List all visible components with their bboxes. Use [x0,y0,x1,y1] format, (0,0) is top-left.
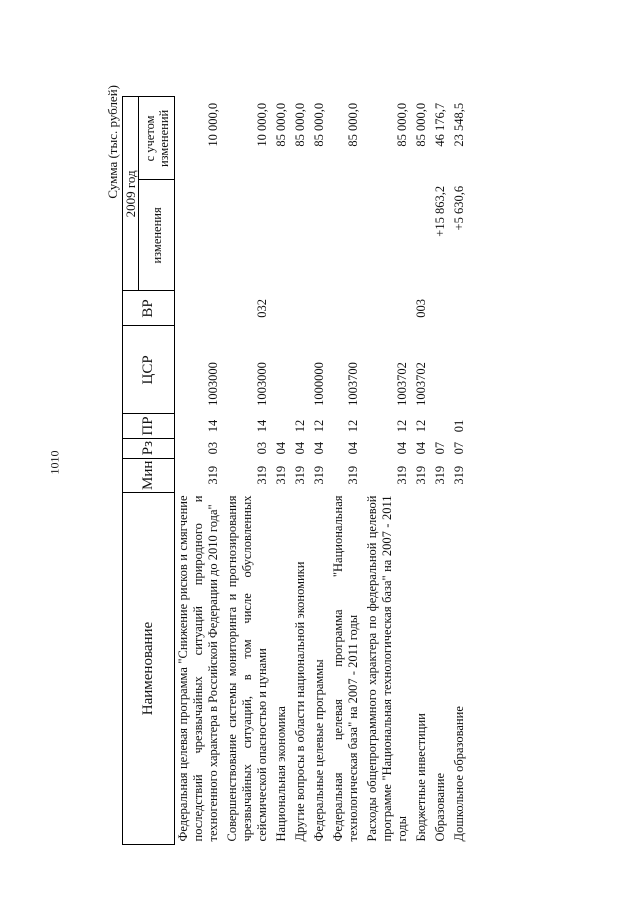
row-vr [292,291,311,326]
header-csr: ЦСР [123,326,175,414]
row-change [364,180,413,291]
row-csr: 1003000 [206,362,220,406]
row-vr: 003 [414,299,428,318]
row-pr: 12 [346,419,360,433]
header-changes: изменения [139,180,175,291]
row-name: Расходы общепрограммного характера по федеральной целевой программе "Национальная технологическая база" на 2007 - 2011 годы [365,495,409,842]
row-csr [432,326,451,414]
row-vr [273,291,292,326]
row-change [292,180,311,291]
row-rz: 03 [206,441,220,455]
row-total: 10 000,0 [255,102,269,147]
header-name: Наименование [123,493,175,845]
row-name: Федеральная целевая программа "Снижение рисков и смягчение последствий чрезвычайных ситуаций природного и техногенного характера в Российской Федерации до 2010 года" [176,495,220,842]
row-total: 85 000,0 [293,102,307,147]
row-name: Образование [433,772,447,842]
row-min: 319 [206,465,220,485]
header-min: Мин [123,458,175,492]
header-year: 2009 год [123,97,139,291]
row-change [273,180,292,291]
row-rz: 04 [312,441,326,455]
row-rz: 04 [293,441,307,455]
row-total: 85 000,0 [346,102,360,147]
row-rz: 07 [433,441,447,455]
row-csr [451,326,470,414]
row-name: Федеральная целевая программа "Национальная технологическая база" на 2007 - 2011 годы [331,495,360,842]
row-csr: 1003000 [255,362,269,406]
row-change: +5 630,6 [452,185,466,231]
row-name: Бюджетные инвестиции [414,713,428,842]
row-vr [311,291,330,326]
row-change: +15 863,2 [433,185,447,237]
row-total: 23 548,5 [452,102,466,147]
row-min: 319 [312,465,326,485]
row-rz: 03 [255,441,269,455]
row-total: 85 000,0 [274,102,288,147]
row-vr [330,291,364,326]
row-min: 319 [414,465,428,485]
row-change [330,180,364,291]
row-pr: 12 [414,419,428,433]
row-vr [175,291,225,326]
row-vr [432,291,451,326]
table-row [311,97,330,845]
header-vr: ВР [123,291,175,326]
row-rz: 04 [395,441,409,455]
row-csr [292,326,311,414]
row-min: 319 [452,465,466,485]
row-total: 85 000,0 [312,102,326,147]
row-min: 319 [346,465,360,485]
row-rz: 07 [452,441,466,455]
row-pr: 12 [312,419,326,433]
row-name: Дошкольное образование [452,706,466,842]
row-name: Федеральные целевые программы [312,659,326,842]
row-pr: 01 [452,419,466,433]
row-change [311,180,330,291]
row-change [224,180,273,291]
row-total: 46 176,7 [433,102,447,147]
row-csr: 1003700 [346,362,360,406]
row-total: 85 000,0 [395,102,409,147]
row-vr [364,291,413,326]
row-csr: 1003702 [414,362,428,406]
row-change [413,180,432,291]
row-vr [451,291,470,326]
row-min: 319 [433,465,447,485]
table-row [364,97,413,845]
row-pr [273,414,292,438]
row-pr: 14 [206,419,220,433]
table-body [175,97,471,845]
header-rz: Рз [123,438,175,458]
page-number: 1010 [47,450,62,475]
row-csr: 1003702 [395,362,409,406]
budget-table [122,96,470,845]
row-pr: 12 [293,419,307,433]
row-vr: 032 [255,299,269,318]
row-name: Национальная экономика [274,706,288,842]
row-name: Совершенствование системы мониторинга и прогнозирования чрезвычайных ситуаций, в том числе обусловленных сейсмической опасностью и цунами [225,495,269,842]
row-pr: 12 [395,419,409,433]
row-min: 319 [395,465,409,485]
table-row [330,97,364,845]
row-change [175,180,225,291]
rotated-page-content [105,85,595,845]
header-with-changes: с учетом изменений [139,97,175,180]
row-total: 10 000,0 [206,102,220,147]
table-row [273,97,292,845]
table-row [432,97,451,845]
row-rz: 04 [274,441,288,455]
row-csr: 1000000 [312,362,326,406]
row-rz: 04 [346,441,360,455]
row-csr [273,326,292,414]
table-row [413,97,432,845]
row-min: 319 [293,465,307,485]
table-row [451,97,470,845]
table-row [175,97,225,845]
row-rz: 04 [414,441,428,455]
row-min: 319 [274,465,288,485]
row-pr [432,414,451,438]
unit-caption: Сумма (тыс. рублей) [105,85,120,199]
table-row [224,97,273,845]
row-min: 319 [255,465,269,485]
header-pr: ПР [123,414,175,438]
row-total: 85 000,0 [414,102,428,147]
row-pr: 14 [255,419,269,433]
row-name: Другие вопросы в области национальной экономики [293,561,307,842]
table-row [292,97,311,845]
